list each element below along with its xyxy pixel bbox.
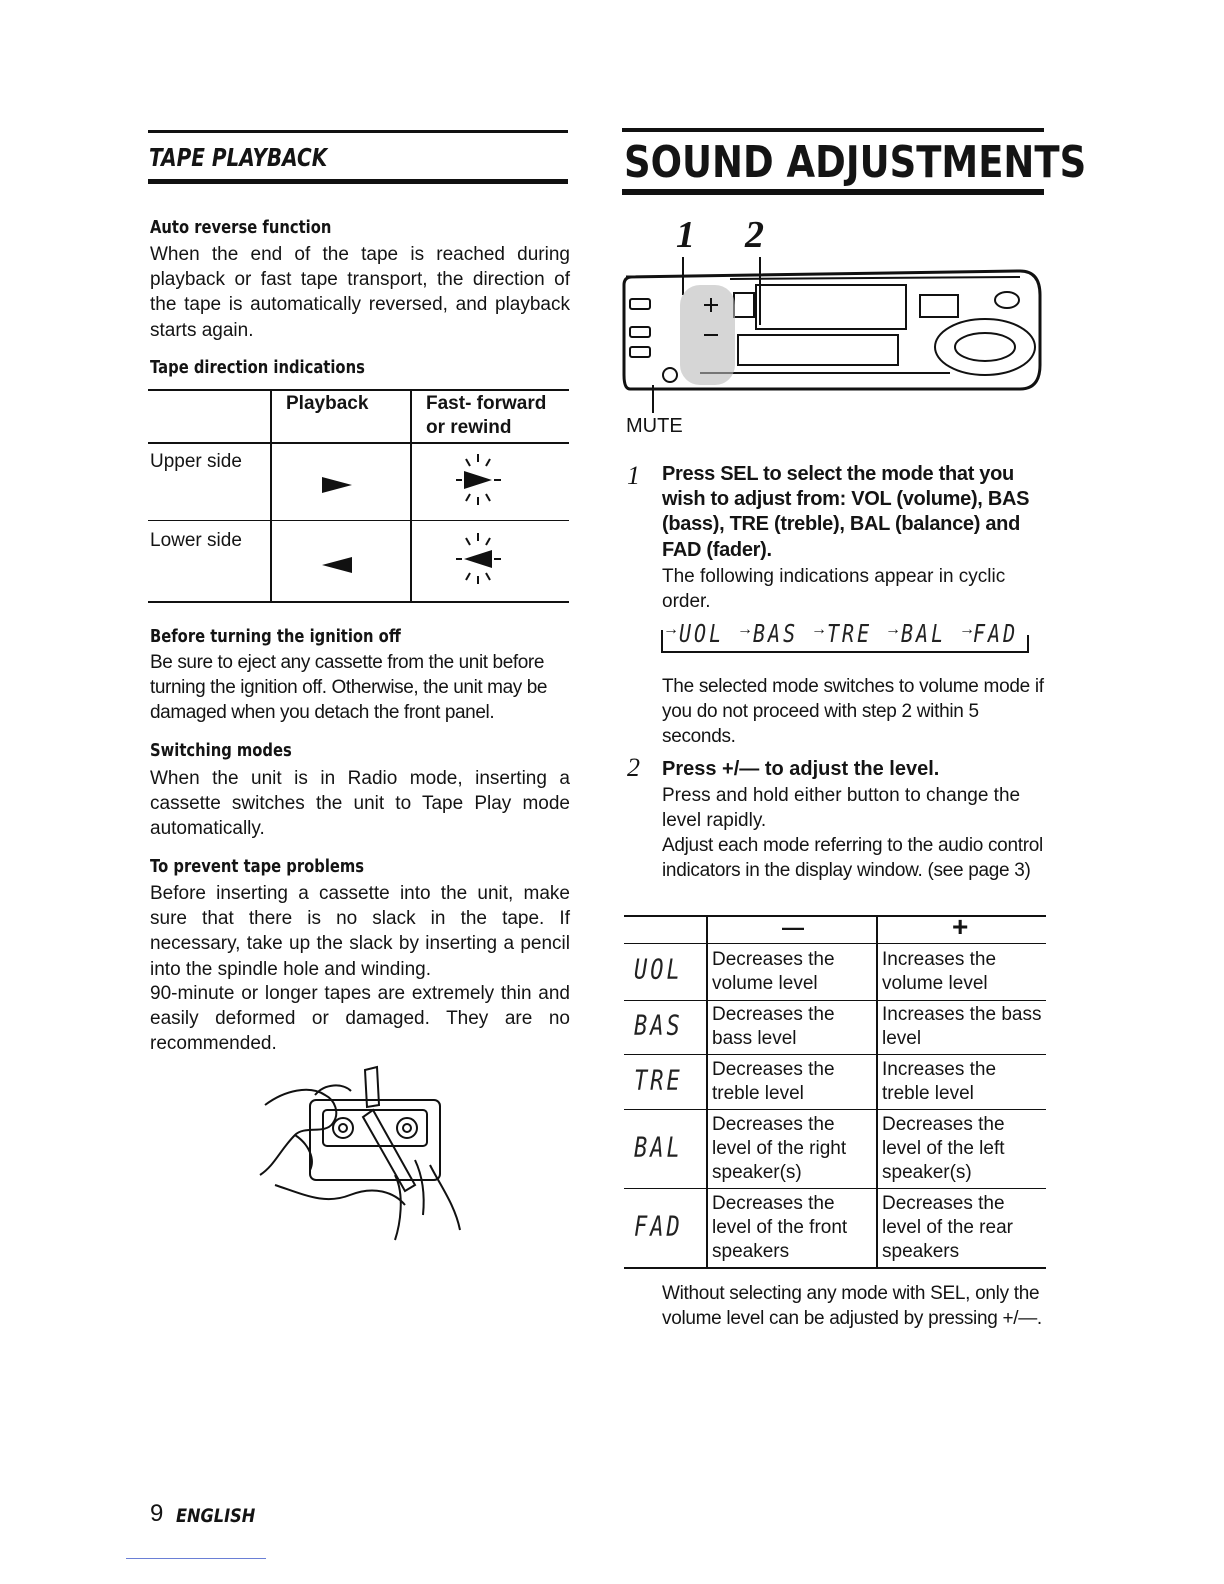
bal-plus-text: Decreases the level of the left speaker(s) <box>882 1114 1005 1183</box>
tape-direction-table <box>148 389 569 604</box>
auto-reverse-text: When the end of the tape is reached during playback or fast tape transport, the direction of the tape is automatically reversed, and playback starts again. <box>150 244 570 341</box>
prevent-heading: To prevent tape problems <box>150 856 365 877</box>
callout-2: 2 <box>745 214 764 256</box>
mode-label-bas: BAS <box>634 1010 683 1043</box>
step2-number: 2 <box>627 753 640 782</box>
mode-label-tre: TRE <box>634 1065 683 1098</box>
level-adjust-table <box>624 911 1046 1270</box>
step2-title: Press +/— to adjust the level. <box>662 758 940 780</box>
col-header-playback: Playback <box>286 393 369 414</box>
col-header-minus: — <box>782 915 804 940</box>
footer-underline <box>126 1558 266 1559</box>
uol-minus-text: Decreases the volume level <box>712 949 835 994</box>
tape-direction-heading: Tape direction indications <box>150 357 365 378</box>
cycle-mode-fad: FAD <box>973 618 1019 648</box>
footnote: Without selecting any mode with SEL, only the volume level can be adjusted by pressing +/—. <box>662 1283 1042 1330</box>
left-title-rule-bottom <box>148 179 568 184</box>
switching-text: When the unit is in Radio mode, inserting a cassette switches the unit to Tape Play mode automatically. <box>150 768 570 840</box>
bas-minus-text: Decreases the bass level <box>712 1004 835 1049</box>
row-label-lower: Lower side <box>150 530 242 551</box>
footer-language: ENGLISH <box>176 1505 256 1527</box>
page-number: 9 <box>150 1500 164 1527</box>
prevent-text-1: Before inserting a cassette into the unit, make sure that there is no slack in the tape. If necessary, take up the slack by inserting a pencil into the spindle hole and winding. <box>150 883 570 980</box>
ignition-text: Be sure to eject any cassette from the unit before turning the ignition off. Otherwise, the unit may be damaged when you detach the front panel. <box>150 652 548 724</box>
cassette-pencil-illustration <box>255 1065 475 1245</box>
tre-plus-text: Increases the treble level <box>882 1059 997 1104</box>
right-title-rule-top <box>622 128 1044 132</box>
step1-title: Press SEL to select the mode that you wish to adjust from: VOL (volume), BAS (bass), TRE (treble), BAL (balance) and FAD (fader). <box>662 463 1030 561</box>
step2-desc-1: Press and hold either button to change the level rapidly. <box>662 785 1021 832</box>
play-reverse-icon <box>320 554 354 576</box>
step1-number: 1 <box>627 461 640 490</box>
auto-reverse-heading: Auto reverse function <box>150 217 332 238</box>
fad-plus-text: Decreases the level of the rear speakers <box>882 1193 1013 1262</box>
right-title-rule-bottom <box>622 189 1044 195</box>
cycle-mode-uol: UOL <box>679 618 725 648</box>
mute-label: MUTE <box>626 415 683 437</box>
step2-desc-2: Adjust each mode referring to the audio control indicators in the display window. (see page 3) <box>662 835 1043 882</box>
play-forward-icon <box>320 474 354 496</box>
bas-plus-text: Increases the bass level <box>882 1004 1042 1049</box>
callout-1: 1 <box>676 214 695 256</box>
stereo-faceplate-illustration <box>620 255 1046 405</box>
cycle-mode-bal: BAL <box>901 618 947 648</box>
col-header-fast-line2: or rewind <box>426 417 512 438</box>
bal-minus-text: Decreases the level of the right speaker(s) <box>712 1114 847 1183</box>
uol-plus-text: Increases the volume level <box>882 949 997 994</box>
row-label-upper: Upper side <box>150 451 242 472</box>
mode-label-fad: FAD <box>634 1211 683 1244</box>
prevent-text-2: 90-minute or longer tapes are extremely thin and easily deformed or damaged. They are no recommended. <box>150 983 570 1055</box>
switching-heading: Switching modes <box>150 740 292 761</box>
col-header-plus: + <box>952 911 969 942</box>
rewind-blink-icon <box>448 530 508 588</box>
cycle-mode-tre: TRE <box>827 618 873 648</box>
fast-forward-blink-icon <box>448 451 508 509</box>
mute-leader-line <box>652 385 654 413</box>
fad-minus-text: Decreases the level of the front speakers <box>712 1193 848 1262</box>
mode-cycle-indicator: → UOL → BAS → TRE → BAL → FAD <box>655 615 1035 655</box>
step1-desc: The following indications appear in cyclic order. <box>662 566 1006 613</box>
col-header-fast-line1: Fast- forward <box>426 393 547 414</box>
mode-label-bal: BAL <box>634 1132 683 1165</box>
left-title-rule-top <box>148 130 568 133</box>
tre-minus-text: Decreases the treble level <box>712 1059 835 1104</box>
mode-label-uol: UOL <box>634 954 683 987</box>
cycle-mode-bas: BAS <box>753 618 799 648</box>
step1-note: The selected mode switches to volume mode if you do not proceed with step 2 within 5 seconds. <box>662 676 1044 748</box>
right-section-title: SOUND ADJUSTMENTS <box>624 137 1087 188</box>
left-section-title: TAPE PLAYBACK <box>149 143 328 172</box>
ignition-heading: Before turning the ignition off <box>150 626 401 647</box>
